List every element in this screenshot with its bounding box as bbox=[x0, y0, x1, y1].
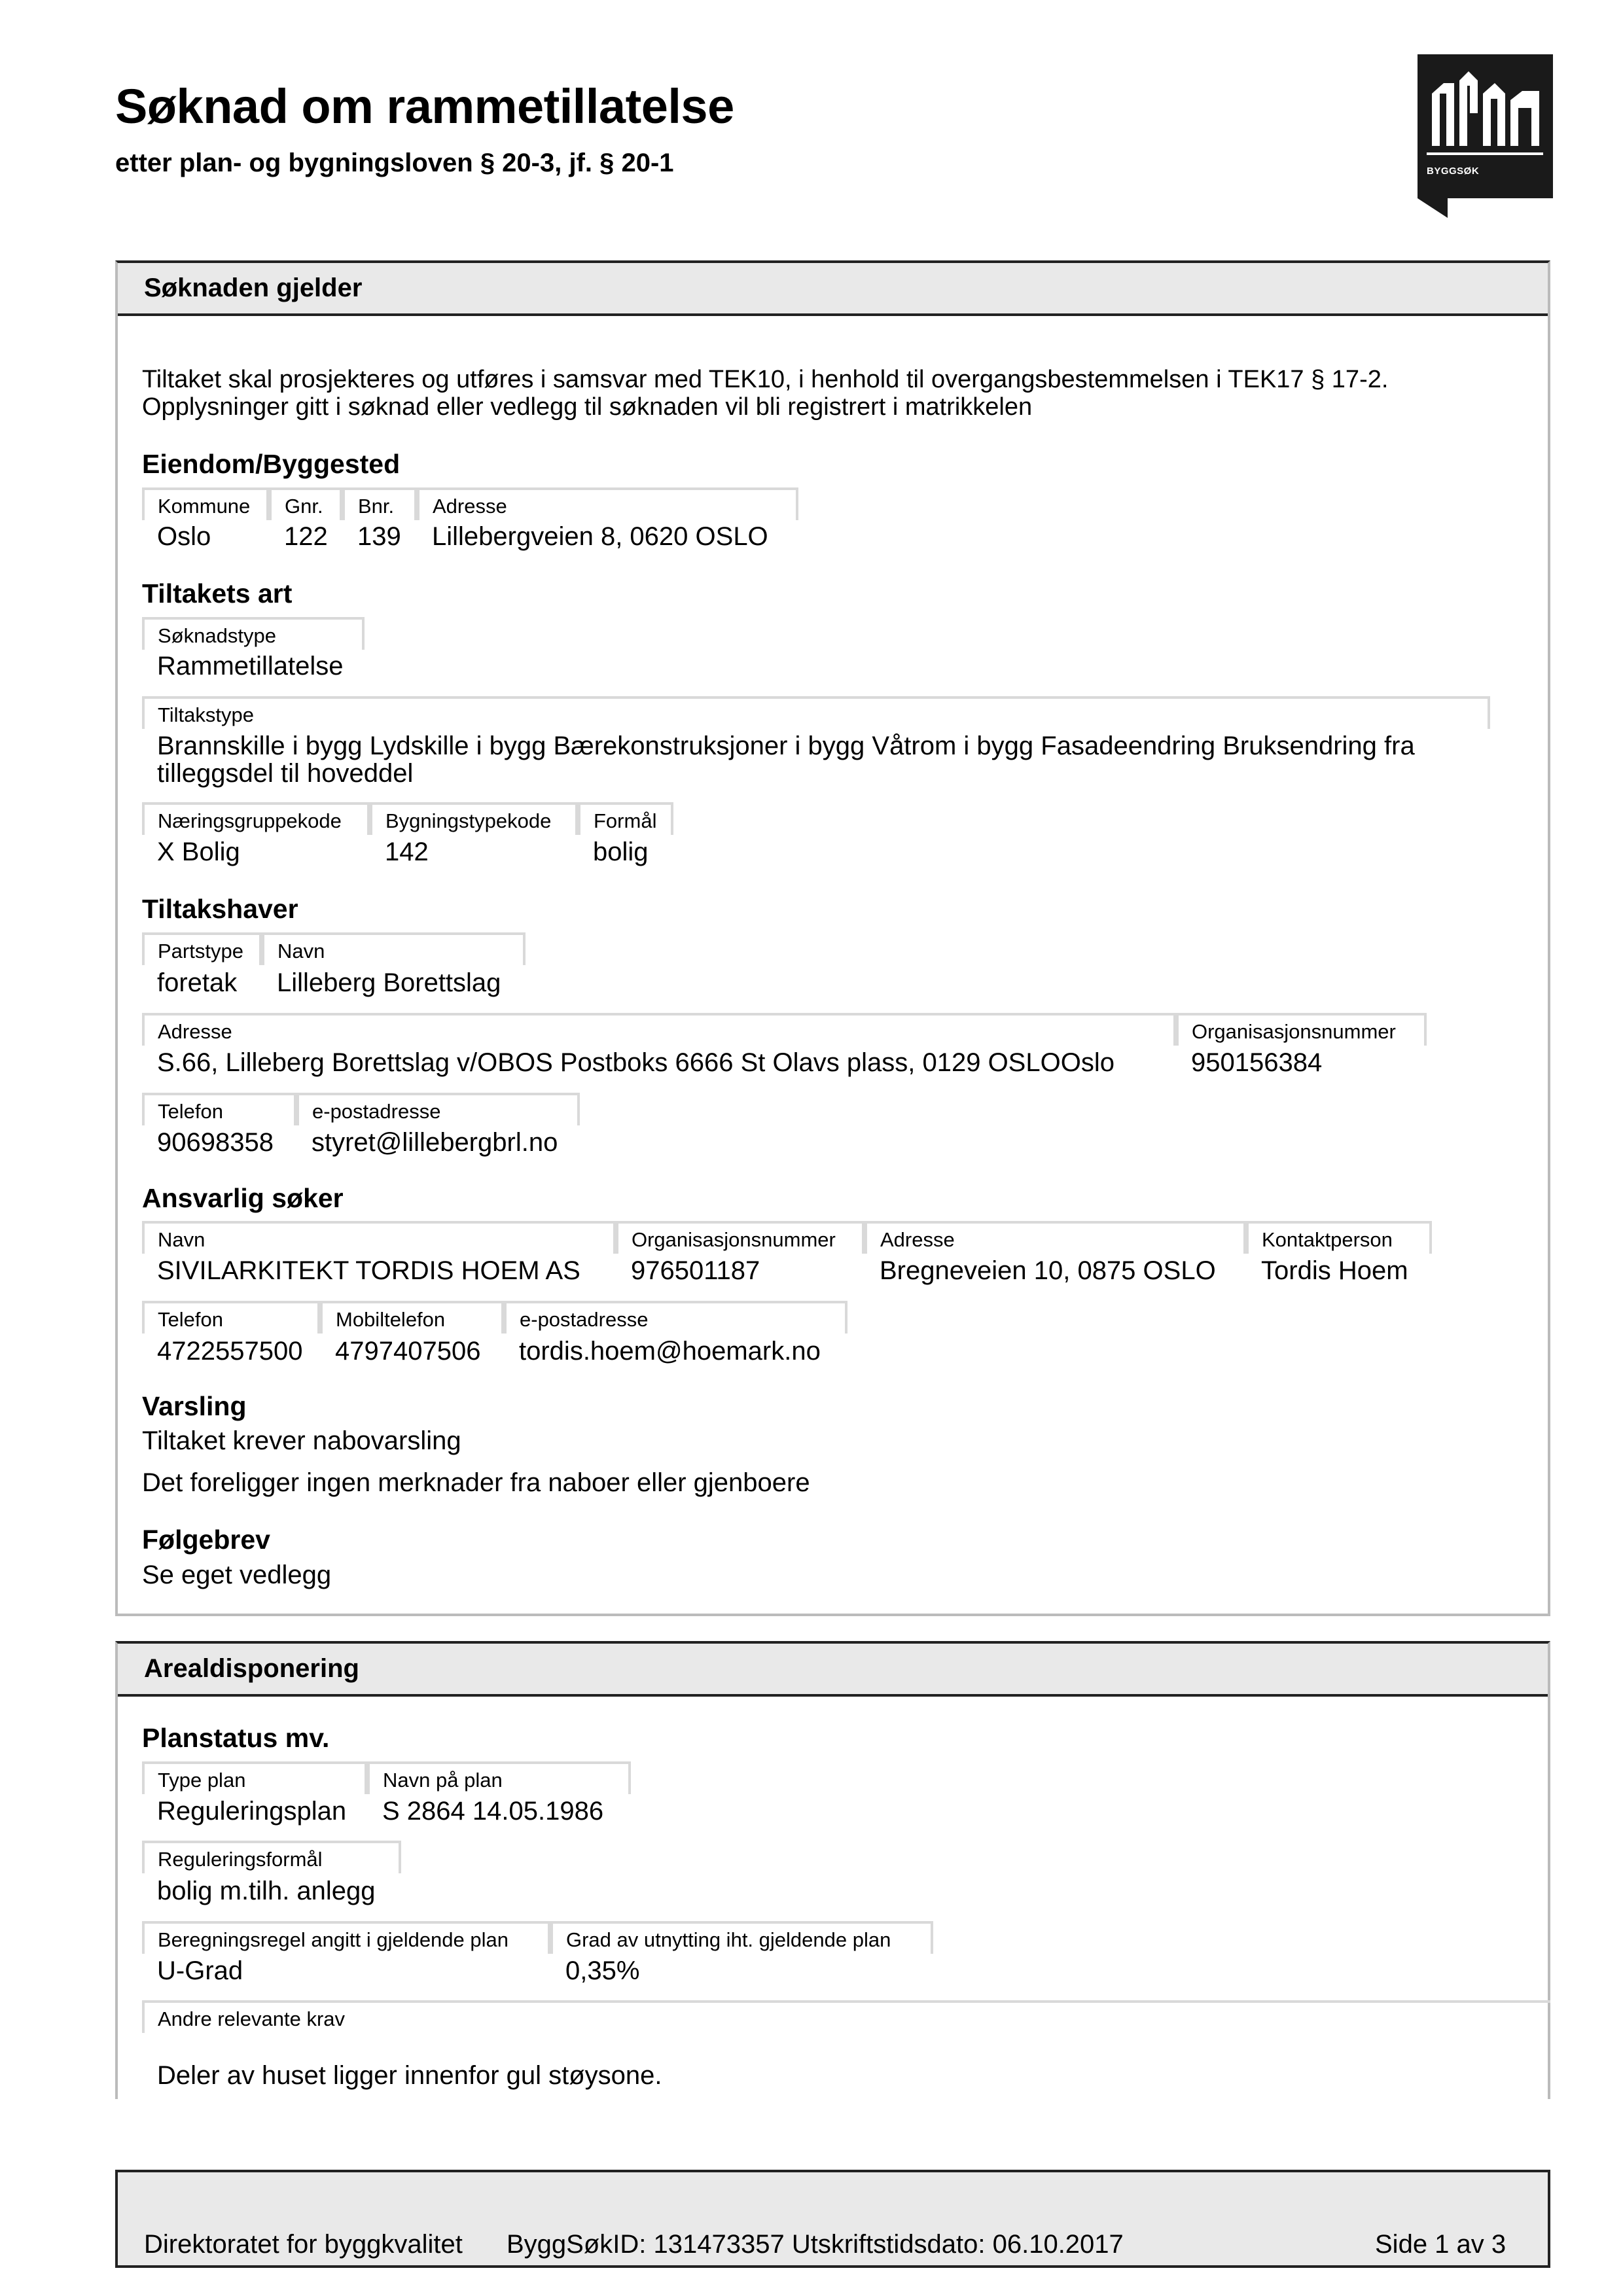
soker-navn-label: Navn bbox=[142, 1221, 616, 1254]
section-heading: Arealdisponering bbox=[118, 1644, 1548, 1697]
naeringsgruppekode-label: Næringsgruppekode bbox=[142, 802, 370, 835]
type-plan-label: Type plan bbox=[142, 1761, 367, 1794]
navn-plan-label: Navn på plan bbox=[367, 1761, 631, 1794]
andre-krav-value: Deler av huset ligger innenfor gul støysone. bbox=[157, 2061, 662, 2090]
bnr-value: 139 bbox=[357, 522, 401, 551]
formal-value: bolig bbox=[593, 838, 649, 866]
soker-kontakt-value: Tordis Hoem bbox=[1261, 1256, 1408, 1285]
page-footer bbox=[115, 2170, 1550, 2268]
tiltakshaver-epost-label: e-postadresse bbox=[296, 1093, 580, 1125]
andre-krav-label: Andre relevante krav bbox=[142, 2000, 1550, 2033]
tiltakshaver-adresse-value: S.66, Lilleberg Borettslag v/OBOS Postboks 6666 St Olavs plass, 0129 OSLOOslo bbox=[157, 1048, 1115, 1077]
soker-orgnr-label: Organisasjonsnummer bbox=[616, 1221, 865, 1254]
gnr-value: 122 bbox=[284, 522, 328, 551]
reguleringsformal-label: Reguleringsformål bbox=[142, 1841, 401, 1873]
eiendom-heading: Eiendom/Byggested bbox=[142, 449, 401, 479]
intro-text-line1: Tiltaket skal prosjekteres og utføres i samsvar med TEK10, i henhold til overgangsbestemmelsen i TEK17 § 17-2. bbox=[142, 366, 1389, 393]
soker-orgnr-value: 976501187 bbox=[631, 1256, 760, 1285]
bnr-label: Bnr. bbox=[342, 487, 417, 520]
beregningsregel-value: U-Grad bbox=[157, 1956, 243, 1985]
logo-text: BYGGSØK bbox=[1427, 166, 1480, 177]
tiltakshaver-orgnr-label: Organisasjonsnummer bbox=[1176, 1013, 1427, 1046]
varsling-heading: Varsling bbox=[142, 1391, 247, 1421]
kommune-value: Oslo bbox=[157, 522, 211, 551]
soker-navn-value: SIVILARKITEKT TORDIS HOEM AS bbox=[157, 1256, 580, 1285]
adresse-label: Adresse bbox=[417, 487, 798, 520]
soker-telefon-label: Telefon bbox=[142, 1301, 320, 1333]
navn-plan-value: S 2864 14.05.1986 bbox=[382, 1797, 604, 1826]
ansvarlig-soker-heading: Ansvarlig søker bbox=[142, 1183, 344, 1213]
varsling-line1: Tiltaket krever nabovarsling bbox=[142, 1426, 461, 1455]
grad-utnytting-value: 0,35% bbox=[565, 1956, 640, 1985]
folgebrev-heading: Følgebrev bbox=[142, 1525, 270, 1555]
soker-mobil-value: 4797407506 bbox=[335, 1337, 481, 1366]
partstype-value: foretak bbox=[157, 968, 238, 997]
tiltakshaver-epost-value: styret@lillebergbrl.no bbox=[312, 1128, 558, 1157]
soker-telefon-value: 4722557500 bbox=[157, 1337, 303, 1366]
tiltakshaver-adresse-label: Adresse bbox=[142, 1013, 1176, 1046]
soknadstype-value: Rammetillatelse bbox=[157, 652, 344, 680]
section-heading: Søknaden gjelder bbox=[118, 263, 1548, 316]
grad-utnytting-label: Grad av utnytting iht. gjeldende plan bbox=[550, 1921, 933, 1954]
tiltakshaver-telefon-label: Telefon bbox=[142, 1093, 296, 1125]
tiltakshaver-navn-label: Navn bbox=[262, 932, 526, 965]
byggsok-logo bbox=[1418, 54, 1553, 218]
type-plan-value: Reguleringsplan bbox=[157, 1797, 347, 1826]
soker-mobil-label: Mobiltelefon bbox=[320, 1301, 504, 1333]
footer-org: Direktoratet for byggkvalitet bbox=[144, 2230, 463, 2259]
document-title: Søknad om rammetillatelse bbox=[115, 79, 734, 133]
footer-page-number: Side 1 av 3 bbox=[1375, 2230, 1507, 2259]
kommune-label: Kommune bbox=[142, 487, 269, 520]
tiltakshaver-orgnr-value: 950156384 bbox=[1191, 1048, 1323, 1077]
varsling-line2: Det foreligger ingen merknader fra naboer eller gjenboere bbox=[142, 1468, 810, 1497]
adresse-value: Lillebergveien 8, 0620 OSLO bbox=[432, 522, 768, 551]
soker-adresse-label: Adresse bbox=[865, 1221, 1246, 1254]
naeringsgruppekode-value: X Bolig bbox=[157, 838, 240, 866]
tiltakstype-value-line1: Brannskille i bygg Lydskille i bygg Bærekonstruksjoner i bygg Våtrom i bygg Fasadeendring Bruksendring fra bbox=[157, 732, 1415, 760]
intro-text-line2: Opplysninger gitt i søknad eller vedlegg til søknaden vil bli registrert i matrikkelen bbox=[142, 393, 1033, 421]
tiltakshaver-navn-value: Lilleberg Borettslag bbox=[277, 968, 501, 997]
tiltakshaver-heading: Tiltakshaver bbox=[142, 894, 298, 924]
bygningstypekode-label: Bygningstypekode bbox=[370, 802, 578, 835]
document-subtitle: etter plan- og bygningsloven § 20-3, jf. § 20-1 bbox=[115, 149, 674, 177]
soker-kontakt-label: Kontaktperson bbox=[1246, 1221, 1432, 1254]
soker-epost-label: e-postadresse bbox=[504, 1301, 847, 1333]
beregningsregel-label: Beregningsregel angitt i gjeldende plan bbox=[142, 1921, 550, 1954]
partstype-label: Partstype bbox=[142, 932, 262, 965]
soker-adresse-value: Bregneveien 10, 0875 OSLO bbox=[880, 1256, 1216, 1285]
planstatus-heading: Planstatus mv. bbox=[142, 1723, 330, 1753]
formal-label: Formål bbox=[578, 802, 673, 835]
footer-id-date: ByggSøkID: 131473357 Utskriftstidsdato: 06.10.2017 bbox=[507, 2230, 1124, 2259]
soker-epost-value: tordis.hoem@hoemark.no bbox=[519, 1337, 821, 1366]
reguleringsformal-value: bolig m.tilh. anlegg bbox=[157, 1877, 376, 1905]
soknadstype-label: Søknadstype bbox=[142, 617, 365, 650]
tiltakstype-label: Tiltakstype bbox=[142, 696, 1490, 729]
tiltakets-art-heading: Tiltakets art bbox=[142, 578, 293, 609]
bygningstypekode-value: 142 bbox=[385, 838, 429, 866]
folgebrev-text: Se eget vedlegg bbox=[142, 1561, 332, 1589]
tiltakstype-value-line2: tilleggsdel til hoveddel bbox=[157, 759, 414, 788]
gnr-label: Gnr. bbox=[269, 487, 342, 520]
tiltakshaver-telefon-value: 90698358 bbox=[157, 1128, 274, 1157]
